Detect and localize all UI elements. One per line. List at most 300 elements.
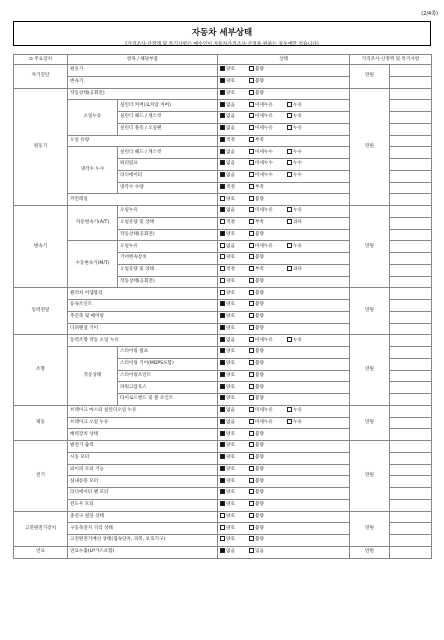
- status-option[interactable]: [249, 265, 287, 275]
- price-cell[interactable]: [350, 546, 390, 558]
- status-option[interactable]: [249, 277, 278, 287]
- price-unit-label: 만원: [365, 73, 374, 79]
- status-option[interactable]: [249, 101, 287, 111]
- checked-box-icon[interactable]: [220, 184, 225, 189]
- status-option-label: 불량: [255, 513, 264, 519]
- status-option-label: 있음: [255, 549, 264, 555]
- main-device-cell: 전기: [14, 441, 68, 512]
- status-option[interactable]: [287, 148, 316, 158]
- status-option[interactable]: [220, 453, 249, 463]
- special-note-cell[interactable]: [390, 300, 432, 312]
- checked-box-icon[interactable]: [220, 125, 225, 130]
- status-option[interactable]: [249, 512, 278, 522]
- special-note-cell[interactable]: [390, 206, 432, 218]
- unchecked-box-icon[interactable]: [287, 207, 292, 212]
- price-cell[interactable]: [350, 441, 390, 512]
- status-option[interactable]: [287, 124, 316, 134]
- status-option[interactable]: [220, 547, 249, 557]
- checked-box-icon[interactable]: [220, 231, 225, 236]
- status-option[interactable]: [220, 371, 249, 381]
- unchecked-box-icon[interactable]: [249, 219, 254, 224]
- status-option[interactable]: [220, 535, 249, 545]
- status-option[interactable]: [220, 136, 249, 146]
- unchecked-box-icon[interactable]: [249, 90, 254, 95]
- unchecked-box-icon[interactable]: [249, 125, 254, 130]
- unchecked-box-icon[interactable]: [220, 243, 225, 248]
- status-option[interactable]: [220, 265, 249, 275]
- price-cell[interactable]: [350, 65, 390, 89]
- unchecked-box-icon[interactable]: [249, 243, 254, 248]
- status-cell: [218, 135, 350, 147]
- status-cell: [218, 499, 350, 511]
- checked-box-icon[interactable]: [220, 395, 225, 400]
- status-option-label: 과다: [293, 267, 302, 273]
- status-option[interactable]: [249, 347, 278, 357]
- unchecked-box-icon[interactable]: [249, 337, 254, 342]
- status-option[interactable]: [220, 159, 249, 169]
- status-option[interactable]: [287, 242, 316, 252]
- status-option[interactable]: [287, 406, 316, 416]
- unchecked-box-icon[interactable]: [220, 196, 225, 201]
- special-note-cell[interactable]: [390, 253, 432, 265]
- unchecked-box-icon[interactable]: [249, 360, 254, 365]
- unchecked-box-icon[interactable]: [287, 243, 292, 248]
- unchecked-box-icon[interactable]: [249, 66, 254, 71]
- status-option[interactable]: [220, 242, 249, 252]
- unchecked-box-icon[interactable]: [249, 149, 254, 154]
- status-option[interactable]: [220, 300, 249, 310]
- special-note-cell[interactable]: [390, 370, 432, 382]
- status-option[interactable]: [249, 535, 278, 545]
- special-note-cell[interactable]: [390, 546, 432, 558]
- special-note-cell[interactable]: [390, 288, 432, 300]
- unchecked-box-icon[interactable]: [249, 231, 254, 236]
- status-option[interactable]: [220, 183, 249, 193]
- status-option[interactable]: [220, 89, 249, 99]
- checked-box-icon[interactable]: [220, 348, 225, 353]
- checked-box-icon[interactable]: [220, 454, 225, 459]
- unchecked-box-icon[interactable]: [249, 372, 254, 377]
- status-option[interactable]: [287, 159, 316, 169]
- unchecked-box-icon[interactable]: [287, 266, 292, 271]
- unchecked-box-icon[interactable]: [287, 337, 292, 342]
- status-option[interactable]: [249, 124, 287, 134]
- status-option[interactable]: [287, 418, 316, 428]
- status-option[interactable]: [249, 359, 278, 369]
- status-option[interactable]: [220, 488, 249, 498]
- status-option-label: 불량: [255, 278, 264, 284]
- item-cell: 등속조인트: [68, 300, 218, 312]
- item-cell: 발전기 출력: [68, 441, 218, 453]
- checked-box-icon[interactable]: [220, 466, 225, 471]
- checked-box-icon[interactable]: [220, 113, 225, 118]
- status-option[interactable]: [249, 289, 278, 299]
- status-option-label: 양호: [226, 455, 235, 461]
- unchecked-box-icon[interactable]: [220, 290, 225, 295]
- status-option[interactable]: [249, 336, 287, 346]
- unchecked-box-icon[interactable]: [249, 348, 254, 353]
- checked-box-icon[interactable]: [220, 160, 225, 165]
- unchecked-box-icon[interactable]: [220, 525, 225, 530]
- unchecked-box-icon[interactable]: [249, 172, 254, 177]
- unchecked-box-icon[interactable]: [249, 266, 254, 271]
- status-option-label: 누수: [293, 149, 302, 155]
- status-option[interactable]: [287, 265, 316, 275]
- unchecked-box-icon[interactable]: [249, 102, 254, 107]
- special-note-cell[interactable]: [390, 476, 432, 488]
- unchecked-box-icon[interactable]: [249, 466, 254, 471]
- status-option[interactable]: [220, 277, 249, 287]
- item-cell: 동력조향 작동 오일 누유: [68, 335, 218, 347]
- special-note-cell[interactable]: [390, 65, 432, 77]
- checked-box-icon[interactable]: [220, 78, 225, 83]
- unchecked-box-icon[interactable]: [249, 160, 254, 165]
- unchecked-box-icon[interactable]: [287, 219, 292, 224]
- unchecked-box-icon[interactable]: [249, 548, 254, 553]
- status-option[interactable]: [287, 218, 316, 228]
- special-note-cell[interactable]: [390, 112, 432, 124]
- status-option[interactable]: [220, 359, 249, 369]
- special-note-cell[interactable]: [390, 323, 432, 335]
- unchecked-box-icon[interactable]: [249, 536, 254, 541]
- status-option[interactable]: [220, 195, 249, 205]
- status-option-label: 부족: [255, 220, 264, 226]
- status-option-label: 불량: [255, 231, 264, 237]
- status-option[interactable]: [249, 465, 278, 475]
- special-note-cell[interactable]: [390, 182, 432, 194]
- checked-box-icon[interactable]: [220, 360, 225, 365]
- status-cell: [218, 65, 350, 77]
- status-option-label: 불량: [255, 90, 264, 96]
- special-note-cell[interactable]: [390, 123, 432, 135]
- status-option-label: 없음: [226, 149, 235, 155]
- price-cell[interactable]: [350, 405, 390, 440]
- checked-box-icon[interactable]: [220, 489, 225, 494]
- status-cell: [218, 464, 350, 476]
- status-option[interactable]: [249, 324, 278, 334]
- status-option[interactable]: [249, 500, 278, 510]
- special-note-cell[interactable]: [390, 523, 432, 535]
- checked-box-icon[interactable]: [220, 372, 225, 377]
- status-option[interactable]: [287, 206, 316, 216]
- checked-box-icon[interactable]: [220, 407, 225, 412]
- unchecked-box-icon[interactable]: [249, 301, 254, 306]
- status-option-label: 불량: [255, 314, 264, 320]
- unchecked-box-icon[interactable]: [249, 489, 254, 494]
- unchecked-box-icon[interactable]: [249, 431, 254, 436]
- status-option[interactable]: [220, 77, 249, 87]
- status-option[interactable]: [287, 101, 316, 111]
- special-note-cell[interactable]: [390, 135, 432, 147]
- status-option[interactable]: [249, 547, 278, 557]
- price-cell[interactable]: [350, 288, 390, 335]
- price-unit-label: 만원: [365, 243, 374, 249]
- status-option-label: 없음: [226, 173, 235, 179]
- status-option[interactable]: [220, 230, 249, 240]
- special-note-cell[interactable]: [390, 264, 432, 276]
- status-cell: [218, 300, 350, 312]
- status-option[interactable]: [249, 89, 278, 99]
- unchecked-box-icon[interactable]: [287, 160, 292, 165]
- price-cell[interactable]: [350, 206, 390, 288]
- status-option[interactable]: [287, 336, 316, 346]
- status-option[interactable]: [220, 418, 249, 428]
- unchecked-box-icon[interactable]: [249, 207, 254, 212]
- status-option[interactable]: [249, 430, 278, 440]
- status-option[interactable]: [220, 441, 249, 451]
- status-option[interactable]: [220, 477, 249, 487]
- checked-box-icon[interactable]: [220, 325, 225, 330]
- status-option[interactable]: [220, 289, 249, 299]
- special-note-cell[interactable]: [390, 488, 432, 500]
- special-note-cell[interactable]: [390, 147, 432, 159]
- status-option-label: 없음: [226, 549, 235, 555]
- special-note-cell[interactable]: [390, 382, 432, 394]
- table-row: [14, 88, 432, 100]
- status-option[interactable]: [249, 253, 278, 263]
- status-option[interactable]: [220, 101, 249, 111]
- status-option[interactable]: [249, 148, 287, 158]
- status-option-label: 양호: [226, 443, 235, 449]
- unchecked-box-icon[interactable]: [249, 407, 254, 412]
- status-option-label: 누수: [293, 161, 302, 167]
- special-note-cell[interactable]: [390, 394, 432, 406]
- checked-box-icon[interactable]: [220, 90, 225, 95]
- special-note-cell[interactable]: [390, 88, 432, 100]
- status-option[interactable]: [287, 171, 316, 181]
- status-option[interactable]: [249, 230, 278, 240]
- status-option[interactable]: [220, 148, 249, 158]
- special-note-cell[interactable]: [390, 229, 432, 241]
- status-option[interactable]: [220, 324, 249, 334]
- price-unit-label: 만원: [365, 367, 374, 372]
- unchecked-box-icon[interactable]: [249, 78, 254, 83]
- checked-box-icon[interactable]: [220, 137, 225, 142]
- checked-box-icon[interactable]: [220, 384, 225, 389]
- status-option[interactable]: [249, 406, 287, 416]
- unchecked-box-icon[interactable]: [249, 137, 254, 142]
- price-cell[interactable]: [350, 88, 390, 206]
- special-note-cell[interactable]: [390, 535, 432, 547]
- status-option[interactable]: [220, 65, 249, 75]
- special-note-cell[interactable]: [390, 335, 432, 347]
- unchecked-box-icon[interactable]: [249, 419, 254, 424]
- status-option[interactable]: [287, 112, 316, 122]
- unchecked-box-icon[interactable]: [249, 513, 254, 518]
- part-cell: 오일유량 및 상태: [118, 264, 218, 276]
- unchecked-box-icon[interactable]: [287, 419, 292, 424]
- checked-box-icon[interactable]: [220, 149, 225, 154]
- unchecked-box-icon[interactable]: [220, 266, 225, 271]
- unchecked-box-icon[interactable]: [249, 325, 254, 330]
- checked-box-icon[interactable]: [220, 442, 225, 447]
- status-option[interactable]: [220, 465, 249, 475]
- status-cell: [218, 523, 350, 535]
- status-option[interactable]: [220, 112, 249, 122]
- status-option[interactable]: [249, 65, 278, 75]
- status-option[interactable]: [249, 524, 278, 534]
- status-option[interactable]: [249, 383, 278, 393]
- status-option-label: 미세누유: [255, 102, 273, 108]
- checked-box-icon[interactable]: [220, 207, 225, 212]
- unchecked-box-icon[interactable]: [220, 513, 225, 518]
- unchecked-box-icon[interactable]: [220, 278, 225, 283]
- status-option[interactable]: [249, 136, 278, 146]
- status-option[interactable]: [220, 406, 249, 416]
- status-cell: [218, 159, 350, 171]
- part-cell: 스티어링 기어(MDPS포함): [118, 358, 218, 370]
- status-option[interactable]: [220, 312, 249, 322]
- status-option[interactable]: [220, 171, 249, 181]
- unchecked-box-icon[interactable]: [249, 184, 254, 189]
- status-cell: [218, 370, 350, 382]
- unchecked-box-icon[interactable]: [287, 172, 292, 177]
- table-row: [14, 546, 432, 558]
- status-option[interactable]: [249, 206, 287, 216]
- unchecked-box-icon[interactable]: [220, 254, 225, 259]
- status-option[interactable]: [249, 394, 278, 404]
- status-option[interactable]: [249, 477, 278, 487]
- special-note-cell[interactable]: [390, 241, 432, 253]
- status-option[interactable]: [220, 218, 249, 228]
- status-option-label: 미세누수: [255, 173, 273, 179]
- status-option[interactable]: [249, 300, 278, 310]
- unchecked-box-icon[interactable]: [220, 219, 225, 224]
- item-cell: 변속기: [68, 76, 218, 88]
- status-option-label: 적정: [226, 184, 235, 190]
- checked-box-icon[interactable]: [220, 172, 225, 177]
- checked-box-icon[interactable]: [220, 313, 225, 318]
- checked-box-icon[interactable]: [220, 337, 225, 342]
- status-option[interactable]: [220, 430, 249, 440]
- status-option[interactable]: [249, 112, 287, 122]
- part-cell: 스티어링조인트: [118, 370, 218, 382]
- unchecked-box-icon[interactable]: [249, 454, 254, 459]
- checked-box-icon[interactable]: [220, 301, 225, 306]
- status-option[interactable]: [249, 195, 278, 205]
- unchecked-box-icon[interactable]: [249, 442, 254, 447]
- checked-box-icon[interactable]: [220, 501, 225, 506]
- unchecked-box-icon[interactable]: [249, 395, 254, 400]
- special-note-cell[interactable]: [390, 441, 432, 453]
- status-cell: [218, 264, 350, 276]
- checked-box-icon[interactable]: [220, 478, 225, 483]
- special-note-cell[interactable]: [390, 417, 432, 429]
- unchecked-box-icon[interactable]: [249, 278, 254, 283]
- part-cell: 라디에이터: [118, 170, 218, 182]
- status-option[interactable]: [249, 171, 287, 181]
- special-note-cell[interactable]: [390, 217, 432, 229]
- status-option[interactable]: [249, 183, 278, 193]
- status-option[interactable]: [220, 512, 249, 522]
- status-option-label: 부족: [255, 267, 264, 273]
- special-note-cell[interactable]: [390, 347, 432, 359]
- checked-box-icon[interactable]: [220, 102, 225, 107]
- checked-box-icon[interactable]: [220, 419, 225, 424]
- status-option-label: 누유: [293, 419, 302, 425]
- special-note-cell[interactable]: [390, 405, 432, 417]
- unchecked-box-icon[interactable]: [287, 125, 292, 130]
- status-cell: [218, 229, 350, 241]
- table-body: [14, 65, 432, 559]
- unchecked-box-icon[interactable]: [287, 407, 292, 412]
- unchecked-box-icon[interactable]: [249, 384, 254, 389]
- item-cell: 배력장치 상태: [68, 429, 218, 441]
- part-cell: 오일유량 및 상태: [118, 217, 218, 229]
- status-option[interactable]: [220, 206, 249, 216]
- part-cell: 실린더 헤드 / 개스킷: [118, 112, 218, 124]
- price-cell[interactable]: [350, 511, 390, 546]
- status-option[interactable]: [220, 383, 249, 393]
- status-option-label: 양호: [226, 255, 235, 261]
- unchecked-box-icon[interactable]: [287, 149, 292, 154]
- unchecked-box-icon[interactable]: [249, 525, 254, 530]
- special-note-cell[interactable]: [390, 76, 432, 88]
- status-option[interactable]: [220, 253, 249, 263]
- unchecked-box-icon[interactable]: [249, 313, 254, 318]
- special-note-cell[interactable]: [390, 511, 432, 523]
- unchecked-box-icon[interactable]: [287, 102, 292, 107]
- status-option[interactable]: [220, 394, 249, 404]
- unchecked-box-icon[interactable]: [249, 501, 254, 506]
- checked-box-icon[interactable]: [220, 548, 225, 553]
- status-cell: [218, 323, 350, 335]
- special-note-cell[interactable]: [390, 499, 432, 511]
- item-cell: 브레이크 마스터 실린더오일 누유: [68, 405, 218, 417]
- special-note-cell[interactable]: [390, 358, 432, 370]
- unchecked-box-icon[interactable]: [249, 113, 254, 118]
- status-option[interactable]: [249, 441, 278, 451]
- status-option[interactable]: [249, 488, 278, 498]
- status-option-label: 부족: [255, 137, 264, 143]
- special-note-cell[interactable]: [390, 100, 432, 112]
- item-cell: 윈도우 모터: [68, 499, 218, 511]
- special-note-cell[interactable]: [390, 311, 432, 323]
- status-option[interactable]: [220, 500, 249, 510]
- status-option-label: 양호: [226, 372, 235, 378]
- status-option[interactable]: [220, 336, 249, 346]
- unchecked-box-icon[interactable]: [249, 254, 254, 259]
- status-option[interactable]: [220, 347, 249, 357]
- unchecked-box-icon[interactable]: [249, 196, 254, 201]
- status-option[interactable]: [249, 218, 287, 228]
- status-option[interactable]: [249, 77, 278, 87]
- unchecked-box-icon[interactable]: [249, 290, 254, 295]
- special-note-cell[interactable]: [390, 429, 432, 441]
- price-cell[interactable]: [350, 335, 390, 406]
- special-note-cell[interactable]: [390, 464, 432, 476]
- unchecked-box-icon[interactable]: [249, 478, 254, 483]
- special-note-cell[interactable]: [390, 452, 432, 464]
- special-note-cell[interactable]: [390, 159, 432, 171]
- status-option[interactable]: [220, 124, 249, 134]
- status-option[interactable]: [220, 524, 249, 534]
- special-note-cell[interactable]: [390, 170, 432, 182]
- status-option[interactable]: [249, 159, 287, 169]
- unchecked-box-icon[interactable]: [220, 536, 225, 541]
- status-option[interactable]: [249, 453, 278, 463]
- special-note-cell[interactable]: [390, 276, 432, 288]
- special-note-cell[interactable]: [390, 194, 432, 206]
- checked-box-icon[interactable]: [220, 66, 225, 71]
- checked-box-icon[interactable]: [220, 431, 225, 436]
- unchecked-box-icon[interactable]: [287, 113, 292, 118]
- status-option[interactable]: [249, 371, 278, 381]
- status-option[interactable]: [249, 418, 287, 428]
- status-option[interactable]: [249, 312, 278, 322]
- status-option[interactable]: [249, 242, 287, 252]
- status-option-label: 적정: [226, 267, 235, 273]
